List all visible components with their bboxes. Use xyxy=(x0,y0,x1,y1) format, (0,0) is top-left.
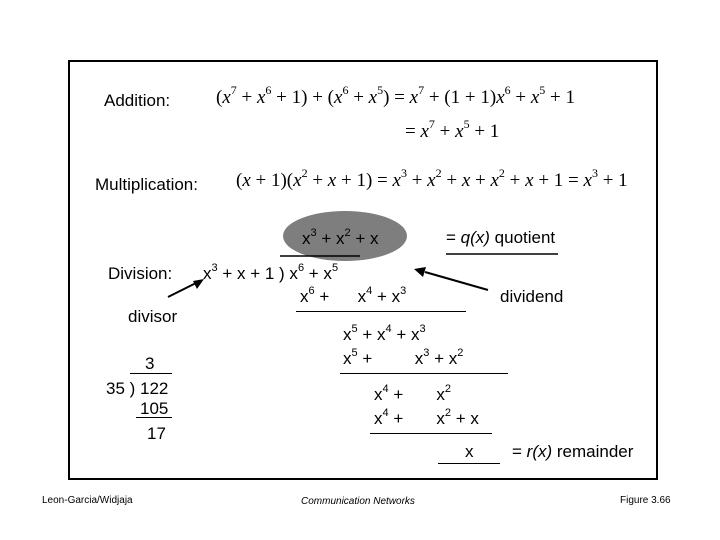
footer-author: Leon-Garcia/Widjaja xyxy=(42,495,133,506)
dividend-arrowhead xyxy=(414,267,426,277)
remainder-row-2: $x^4$ + $x^2$ xyxy=(374,383,451,404)
divisor-arrow-line xyxy=(168,283,196,297)
subtraction-row-1: $x^6$ + $x^4 + x^3$ xyxy=(300,285,407,306)
division-bar-3 xyxy=(370,433,492,434)
divisor-dividend-line: $x^3 + x + 1$ ) $x^6 + x^5$ xyxy=(203,262,339,283)
multiplication-equation: $(x + 1)(x^2 + x + 1) = x^3 + x^2 + x + x^2 + x + 1 = x^3 + 1$ xyxy=(236,166,628,191)
division-bar-2 xyxy=(340,373,508,374)
dividend-label: dividend xyxy=(500,287,564,306)
subtraction-row-3: $x^4$ + $x^2 + x$ xyxy=(374,407,479,428)
dividend-arrow-line xyxy=(425,272,488,290)
addition-equation-line2: = $x^7 + x^5 + 1$ xyxy=(405,117,500,142)
quotient-annotation: = q(x) quotient xyxy=(446,228,556,247)
division-bar-1 xyxy=(296,311,466,312)
numeric-division-line: 35 ) 122 xyxy=(106,379,169,398)
remainder-annotation: = r(x) remainder xyxy=(512,442,634,461)
subtraction-row-2: $x^5$ + $x^3 + x^2$ xyxy=(343,347,464,368)
remainder-underline xyxy=(438,463,500,464)
footer-figure-number: Figure 3.66 xyxy=(620,495,671,506)
footer-book-title: Communication Networks xyxy=(301,496,415,507)
numeric-subtraction: 105 xyxy=(140,399,169,418)
multiplication-label: Multiplication: xyxy=(95,175,198,194)
final-remainder: x xyxy=(465,442,474,461)
divisor-label: divisor xyxy=(128,307,178,326)
numeric-remainder: 17 xyxy=(147,424,166,443)
remainder-row-1: $x^5 + x^4 + x^3$ xyxy=(343,323,426,344)
addition-label: Addition: xyxy=(104,91,171,110)
division-label: Division: xyxy=(108,264,173,283)
numeric-quotient-bar xyxy=(130,373,172,374)
addition-equation-line1: $(x^7 + x^6 + 1) + (x^6 + x^5) = x^7 + (1 + 1)x^6 + x^5 + 1$ xyxy=(216,83,575,108)
numeric-bar xyxy=(136,417,172,418)
numeric-quotient: 3 xyxy=(145,354,155,373)
quotient-polynomial: $x^3 + x^2 + x$ xyxy=(302,227,379,248)
